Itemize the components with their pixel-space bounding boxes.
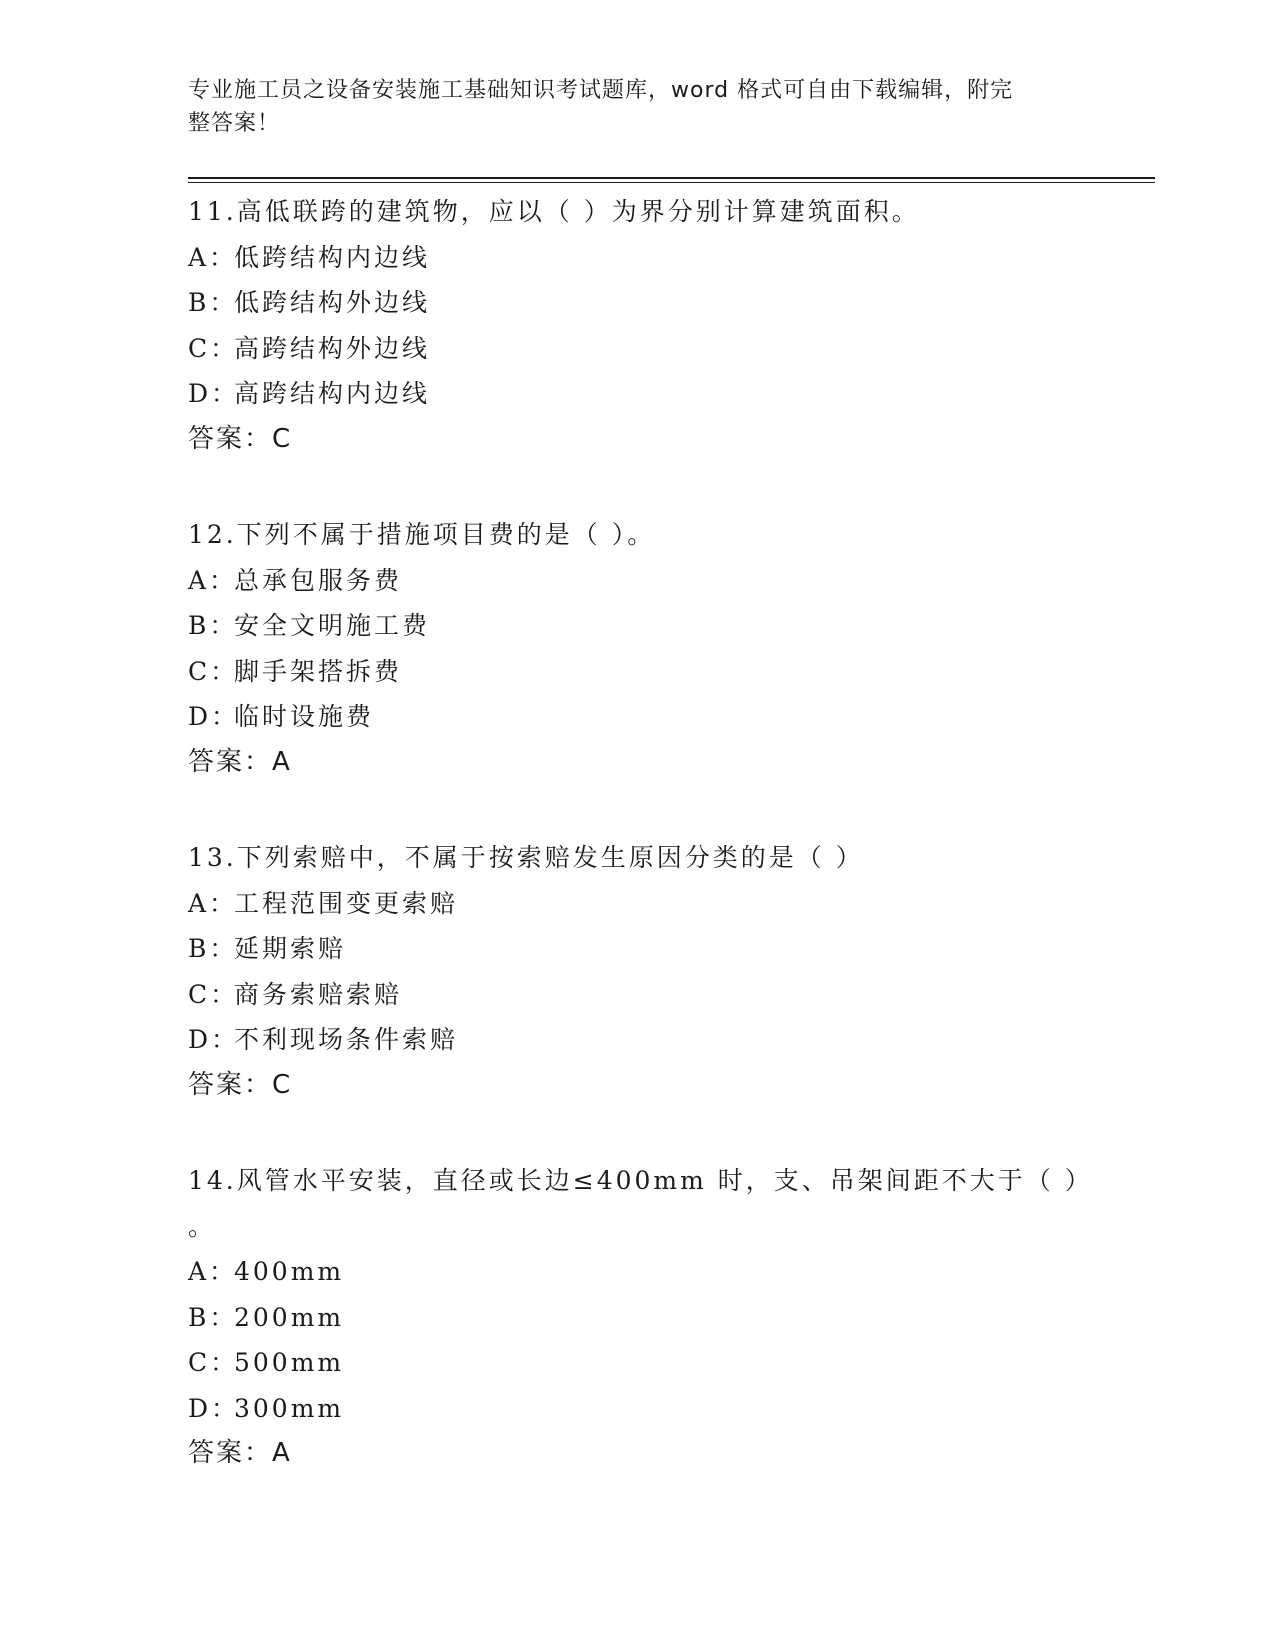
header-line-1: 专业施工员之设备安装施工基础知识考试题库，word 格式可自由下载编辑，附完 [188, 78, 1014, 103]
option-text: 商务索赔索赔 [234, 979, 403, 1009]
option-d [188, 694, 1088, 740]
option-c [188, 1340, 1088, 1386]
option-b [188, 603, 1088, 649]
question-stem-continuation: 。 [188, 1211, 217, 1241]
option-key: A： [188, 1257, 238, 1286]
document-header [188, 74, 1068, 140]
option-a [188, 558, 1088, 604]
header-divider-thin [188, 182, 1155, 183]
option-key: B： [188, 611, 238, 640]
question-stem: 11.高低联跨的建筑物，应以（ ）为界分别计算建筑面积。 [188, 197, 920, 226]
question-stem: 12.下列不属于措施项目费的是（ ）。 [188, 520, 656, 549]
option-b [188, 926, 1088, 972]
option-key: C： [188, 979, 239, 1009]
question-14 [188, 1158, 1093, 1477]
option-d [188, 1386, 1088, 1432]
option-text: 低跨结构内边线 [234, 242, 431, 272]
option-text: 工程范围变更索赔 [234, 888, 459, 918]
option-key: C： [188, 333, 239, 363]
option-d [188, 371, 1088, 417]
option-b [188, 280, 1088, 326]
option-text: 安全文明施工费 [234, 611, 431, 640]
option-key: C： [188, 1348, 239, 1377]
option-key: B： [188, 934, 238, 963]
option-key: D： [188, 1393, 240, 1423]
option-c [188, 972, 1088, 1018]
question-12 [188, 512, 1088, 785]
header-line-2: 整答案！ [188, 111, 281, 136]
option-key: A： [188, 242, 238, 272]
option-b [188, 1295, 1088, 1341]
option-text: 500mm [234, 1348, 345, 1377]
option-d [188, 1017, 1088, 1063]
option-text: 临时设施费 [234, 702, 375, 731]
option-key: C： [188, 656, 239, 686]
option-key: D： [188, 702, 240, 731]
option-c [188, 649, 1088, 695]
option-text: 300mm [234, 1393, 345, 1423]
option-key: A： [188, 565, 238, 595]
option-key: B： [188, 1302, 238, 1332]
answer-line: 答案：A [188, 1438, 292, 1468]
option-text: 200mm [234, 1302, 345, 1332]
option-text: 总承包服务费 [234, 565, 403, 595]
question-stem: 14.风管水平安装，直径或长边≤400mm 时，支、吊架间距不大于（ ） [188, 1166, 1093, 1195]
option-a [188, 235, 1088, 281]
option-a [188, 1249, 1088, 1295]
option-key: A： [188, 888, 238, 918]
answer-line: 答案：C [188, 1069, 293, 1100]
option-a [188, 881, 1088, 927]
option-key: B： [188, 288, 238, 317]
option-text: 低跨结构外边线 [234, 288, 431, 317]
question-list [188, 189, 1093, 1527]
option-key: D： [188, 1025, 240, 1054]
question-13 [188, 835, 1088, 1108]
option-text: 高跨结构外边线 [234, 333, 431, 363]
answer-line: 答案：A [188, 746, 292, 777]
header-divider-thick [188, 177, 1155, 179]
option-text: 400mm [234, 1257, 345, 1286]
option-text: 延期索赔 [234, 934, 347, 963]
question-11 [188, 189, 1088, 462]
option-text: 不利现场条件索赔 [234, 1025, 459, 1054]
option-text: 脚手架搭拆费 [234, 656, 403, 686]
option-c [188, 326, 1088, 372]
question-stem: 13.下列索赔中，不属于按索赔发生原因分类的是（ ） [188, 843, 864, 872]
option-key: D： [188, 379, 240, 408]
option-text: 高跨结构内边线 [234, 379, 431, 408]
answer-line: 答案：C [188, 423, 293, 454]
